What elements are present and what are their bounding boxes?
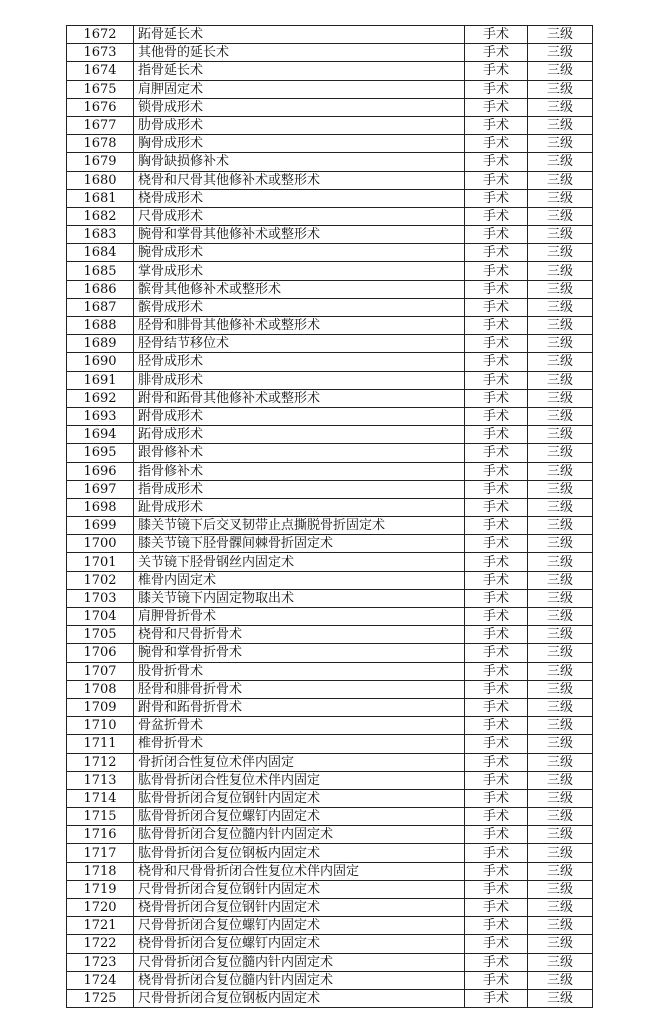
cell-grade: 三级 bbox=[528, 371, 593, 389]
cell-procedure-name: 锁骨成形术 bbox=[134, 98, 465, 116]
cell-grade: 三级 bbox=[528, 589, 593, 607]
cell-procedure-name: 胫骨和腓骨其他修补术或整形术 bbox=[134, 317, 465, 335]
table-row bbox=[67, 462, 593, 480]
table-row bbox=[67, 98, 593, 116]
cell-procedure-name: 跗骨和跖骨折骨术 bbox=[134, 698, 465, 716]
cell-number: 1696 bbox=[67, 462, 134, 480]
cell-grade: 三级 bbox=[528, 280, 593, 298]
table-row bbox=[67, 517, 593, 535]
cell-category: 手术 bbox=[465, 862, 528, 880]
cell-number: 1706 bbox=[67, 644, 134, 662]
cell-number: 1686 bbox=[67, 280, 134, 298]
cell-procedure-name: 肋骨成形术 bbox=[134, 116, 465, 134]
table-row bbox=[67, 989, 593, 1007]
cell-category: 手术 bbox=[465, 171, 528, 189]
cell-grade: 三级 bbox=[528, 462, 593, 480]
cell-grade: 三级 bbox=[528, 553, 593, 571]
table-row bbox=[67, 444, 593, 462]
table-row bbox=[67, 644, 593, 662]
cell-procedure-name: 腓骨成形术 bbox=[134, 371, 465, 389]
cell-number: 1721 bbox=[67, 917, 134, 935]
table-row bbox=[67, 407, 593, 425]
cell-category: 手术 bbox=[465, 608, 528, 626]
cell-number: 1690 bbox=[67, 353, 134, 371]
cell-number: 1703 bbox=[67, 589, 134, 607]
cell-number: 1697 bbox=[67, 480, 134, 498]
cell-number: 1716 bbox=[67, 826, 134, 844]
cell-category: 手术 bbox=[465, 844, 528, 862]
cell-number: 1698 bbox=[67, 498, 134, 516]
table-row bbox=[67, 480, 593, 498]
cell-procedure-name: 跟骨修补术 bbox=[134, 444, 465, 462]
cell-procedure-name: 肱骨骨折闭合复位钢板内固定术 bbox=[134, 844, 465, 862]
table-row bbox=[67, 498, 593, 516]
table-row bbox=[67, 826, 593, 844]
table-row bbox=[67, 753, 593, 771]
cell-category: 手术 bbox=[465, 207, 528, 225]
cell-number: 1672 bbox=[67, 26, 134, 44]
cell-category: 手术 bbox=[465, 698, 528, 716]
cell-number: 1691 bbox=[67, 371, 134, 389]
cell-procedure-name: 指骨延长术 bbox=[134, 62, 465, 80]
cell-category: 手术 bbox=[465, 989, 528, 1007]
table-row bbox=[67, 535, 593, 553]
cell-category: 手术 bbox=[465, 535, 528, 553]
cell-grade: 三级 bbox=[528, 844, 593, 862]
cell-procedure-name: 桡骨骨折闭合复位髓内针内固定术 bbox=[134, 971, 465, 989]
cell-procedure-name: 胸骨成形术 bbox=[134, 135, 465, 153]
cell-number: 1717 bbox=[67, 844, 134, 862]
table-row bbox=[67, 971, 593, 989]
cell-procedure-name: 桡骨成形术 bbox=[134, 189, 465, 207]
cell-procedure-name: 桡骨和尺骨其他修补术或整形术 bbox=[134, 171, 465, 189]
table-row bbox=[67, 189, 593, 207]
table-row bbox=[67, 44, 593, 62]
cell-grade: 三级 bbox=[528, 862, 593, 880]
cell-grade: 三级 bbox=[528, 116, 593, 134]
cell-category: 手术 bbox=[465, 644, 528, 662]
cell-category: 手术 bbox=[465, 880, 528, 898]
cell-procedure-name: 胫骨结节移位术 bbox=[134, 335, 465, 353]
cell-procedure-name: 骨折闭合性复位术伴内固定 bbox=[134, 753, 465, 771]
cell-category: 手术 bbox=[465, 808, 528, 826]
cell-category: 手术 bbox=[465, 662, 528, 680]
cell-category: 手术 bbox=[465, 389, 528, 407]
table-row bbox=[67, 735, 593, 753]
table-row bbox=[67, 880, 593, 898]
cell-grade: 三级 bbox=[528, 771, 593, 789]
cell-number: 1688 bbox=[67, 317, 134, 335]
cell-category: 手术 bbox=[465, 826, 528, 844]
table-row bbox=[67, 771, 593, 789]
cell-procedure-name: 腕骨和掌骨折骨术 bbox=[134, 644, 465, 662]
cell-grade: 三级 bbox=[528, 498, 593, 516]
cell-procedure-name: 指骨成形术 bbox=[134, 480, 465, 498]
table-row bbox=[67, 571, 593, 589]
cell-grade: 三级 bbox=[528, 626, 593, 644]
table-row bbox=[67, 153, 593, 171]
cell-number: 1680 bbox=[67, 171, 134, 189]
cell-category: 手术 bbox=[465, 353, 528, 371]
cell-grade: 三级 bbox=[528, 317, 593, 335]
cell-number: 1693 bbox=[67, 407, 134, 425]
table-row bbox=[67, 80, 593, 98]
cell-number: 1709 bbox=[67, 698, 134, 716]
cell-grade: 三级 bbox=[528, 226, 593, 244]
cell-procedure-name: 椎骨内固定术 bbox=[134, 571, 465, 589]
cell-category: 手术 bbox=[465, 480, 528, 498]
table-row bbox=[67, 608, 593, 626]
cell-grade: 三级 bbox=[528, 662, 593, 680]
cell-procedure-name: 桡骨和尺骨骨折闭合性复位术伴内固定 bbox=[134, 862, 465, 880]
cell-procedure-name: 骨盆折骨术 bbox=[134, 717, 465, 735]
cell-grade: 三级 bbox=[528, 98, 593, 116]
cell-grade: 三级 bbox=[528, 935, 593, 953]
cell-number: 1714 bbox=[67, 789, 134, 807]
cell-grade: 三级 bbox=[528, 899, 593, 917]
cell-grade: 三级 bbox=[528, 62, 593, 80]
cell-grade: 三级 bbox=[528, 644, 593, 662]
cell-procedure-name: 尺骨骨折闭合复位髓内针内固定术 bbox=[134, 953, 465, 971]
cell-category: 手术 bbox=[465, 626, 528, 644]
cell-number: 1713 bbox=[67, 771, 134, 789]
table-row bbox=[67, 698, 593, 716]
cell-category: 手术 bbox=[465, 371, 528, 389]
cell-grade: 三级 bbox=[528, 353, 593, 371]
cell-number: 1702 bbox=[67, 571, 134, 589]
cell-category: 手术 bbox=[465, 80, 528, 98]
table-row bbox=[67, 789, 593, 807]
table-row bbox=[67, 26, 593, 44]
table-row bbox=[67, 680, 593, 698]
cell-number: 1677 bbox=[67, 116, 134, 134]
table-row bbox=[67, 808, 593, 826]
table-row bbox=[67, 171, 593, 189]
cell-category: 手术 bbox=[465, 498, 528, 516]
cell-grade: 三级 bbox=[528, 717, 593, 735]
cell-grade: 三级 bbox=[528, 26, 593, 44]
cell-procedure-name: 桡骨和尺骨折骨术 bbox=[134, 626, 465, 644]
cell-procedure-name: 膝关节镜下内固定物取出术 bbox=[134, 589, 465, 607]
table-row bbox=[67, 662, 593, 680]
cell-grade: 三级 bbox=[528, 298, 593, 316]
cell-category: 手术 bbox=[465, 262, 528, 280]
cell-procedure-name: 腕骨成形术 bbox=[134, 244, 465, 262]
table-row bbox=[67, 280, 593, 298]
cell-grade: 三级 bbox=[528, 80, 593, 98]
table-row bbox=[67, 899, 593, 917]
cell-number: 1715 bbox=[67, 808, 134, 826]
table-row bbox=[67, 389, 593, 407]
cell-procedure-name: 跗骨成形术 bbox=[134, 407, 465, 425]
cell-grade: 三级 bbox=[528, 135, 593, 153]
table-row bbox=[67, 135, 593, 153]
table-row bbox=[67, 226, 593, 244]
cell-category: 手术 bbox=[465, 971, 528, 989]
cell-grade: 三级 bbox=[528, 171, 593, 189]
cell-procedure-name: 肱骨骨折闭合复位髓内针内固定术 bbox=[134, 826, 465, 844]
table-row bbox=[67, 371, 593, 389]
cell-category: 手术 bbox=[465, 244, 528, 262]
table-row bbox=[67, 335, 593, 353]
cell-procedure-name: 胫骨和腓骨折骨术 bbox=[134, 680, 465, 698]
cell-number: 1679 bbox=[67, 153, 134, 171]
cell-grade: 三级 bbox=[528, 153, 593, 171]
cell-procedure-name: 趾骨成形术 bbox=[134, 498, 465, 516]
cell-procedure-name: 桡骨骨折闭合复位钢针内固定术 bbox=[134, 899, 465, 917]
table-row bbox=[67, 262, 593, 280]
cell-procedure-name: 胸骨缺损修补术 bbox=[134, 153, 465, 171]
cell-procedure-name: 尺骨成形术 bbox=[134, 207, 465, 225]
cell-number: 1725 bbox=[67, 989, 134, 1007]
cell-number: 1723 bbox=[67, 953, 134, 971]
cell-procedure-name: 膝关节镜下胫骨髁间棘骨折固定术 bbox=[134, 535, 465, 553]
cell-category: 手术 bbox=[465, 444, 528, 462]
cell-procedure-name: 桡骨骨折闭合复位螺钉内固定术 bbox=[134, 935, 465, 953]
cell-category: 手术 bbox=[465, 280, 528, 298]
cell-grade: 三级 bbox=[528, 207, 593, 225]
cell-category: 手术 bbox=[465, 917, 528, 935]
cell-procedure-name: 跖骨成形术 bbox=[134, 426, 465, 444]
cell-grade: 三级 bbox=[528, 953, 593, 971]
table-body bbox=[67, 26, 593, 1008]
table-row bbox=[67, 244, 593, 262]
cell-grade: 三级 bbox=[528, 407, 593, 425]
table-row bbox=[67, 116, 593, 134]
cell-category: 手术 bbox=[465, 899, 528, 917]
cell-procedure-name: 关节镜下胫骨钢丝内固定术 bbox=[134, 553, 465, 571]
cell-number: 1722 bbox=[67, 935, 134, 953]
cell-grade: 三级 bbox=[528, 535, 593, 553]
cell-grade: 三级 bbox=[528, 444, 593, 462]
cell-procedure-name: 肩胛骨折骨术 bbox=[134, 608, 465, 626]
cell-number: 1687 bbox=[67, 298, 134, 316]
cell-category: 手术 bbox=[465, 717, 528, 735]
cell-procedure-name: 肱骨骨折闭合性复位术伴内固定 bbox=[134, 771, 465, 789]
cell-grade: 三级 bbox=[528, 571, 593, 589]
cell-procedure-name: 尺骨骨折闭合复位钢板内固定术 bbox=[134, 989, 465, 1007]
cell-number: 1710 bbox=[67, 717, 134, 735]
cell-category: 手术 bbox=[465, 735, 528, 753]
table-row bbox=[67, 935, 593, 953]
cell-grade: 三级 bbox=[528, 517, 593, 535]
cell-category: 手术 bbox=[465, 426, 528, 444]
cell-number: 1724 bbox=[67, 971, 134, 989]
cell-category: 手术 bbox=[465, 462, 528, 480]
cell-number: 1681 bbox=[67, 189, 134, 207]
procedure-table bbox=[66, 25, 593, 1008]
cell-number: 1675 bbox=[67, 80, 134, 98]
cell-procedure-name: 髌骨成形术 bbox=[134, 298, 465, 316]
cell-number: 1674 bbox=[67, 62, 134, 80]
cell-procedure-name: 跖骨延长术 bbox=[134, 26, 465, 44]
cell-number: 1711 bbox=[67, 735, 134, 753]
cell-procedure-name: 尺骨骨折闭合复位螺钉内固定术 bbox=[134, 917, 465, 935]
cell-category: 手术 bbox=[465, 135, 528, 153]
cell-category: 手术 bbox=[465, 771, 528, 789]
cell-number: 1720 bbox=[67, 899, 134, 917]
cell-number: 1692 bbox=[67, 389, 134, 407]
cell-category: 手术 bbox=[465, 407, 528, 425]
cell-procedure-name: 腕骨和掌骨其他修补术或整形术 bbox=[134, 226, 465, 244]
cell-grade: 三级 bbox=[528, 244, 593, 262]
cell-grade: 三级 bbox=[528, 971, 593, 989]
cell-number: 1694 bbox=[67, 426, 134, 444]
cell-number: 1700 bbox=[67, 535, 134, 553]
cell-category: 手术 bbox=[465, 116, 528, 134]
cell-grade: 三级 bbox=[528, 335, 593, 353]
table-row bbox=[67, 317, 593, 335]
cell-procedure-name: 椎骨折骨术 bbox=[134, 735, 465, 753]
cell-procedure-name: 尺骨骨折闭合复位钢针内固定术 bbox=[134, 880, 465, 898]
table-row bbox=[67, 553, 593, 571]
cell-grade: 三级 bbox=[528, 826, 593, 844]
cell-grade: 三级 bbox=[528, 44, 593, 62]
table-row bbox=[67, 353, 593, 371]
cell-procedure-name: 髌骨其他修补术或整形术 bbox=[134, 280, 465, 298]
cell-grade: 三级 bbox=[528, 753, 593, 771]
cell-category: 手术 bbox=[465, 789, 528, 807]
cell-grade: 三级 bbox=[528, 989, 593, 1007]
cell-grade: 三级 bbox=[528, 389, 593, 407]
cell-category: 手术 bbox=[465, 680, 528, 698]
cell-number: 1673 bbox=[67, 44, 134, 62]
cell-grade: 三级 bbox=[528, 262, 593, 280]
cell-category: 手术 bbox=[465, 26, 528, 44]
cell-procedure-name: 股骨折骨术 bbox=[134, 662, 465, 680]
cell-grade: 三级 bbox=[528, 189, 593, 207]
table-row bbox=[67, 717, 593, 735]
cell-grade: 三级 bbox=[528, 808, 593, 826]
cell-number: 1682 bbox=[67, 207, 134, 225]
cell-category: 手术 bbox=[465, 589, 528, 607]
cell-procedure-name: 其他骨的延长术 bbox=[134, 44, 465, 62]
cell-category: 手术 bbox=[465, 953, 528, 971]
cell-number: 1704 bbox=[67, 608, 134, 626]
cell-procedure-name: 肱骨骨折闭合复位螺钉内固定术 bbox=[134, 808, 465, 826]
cell-category: 手术 bbox=[465, 571, 528, 589]
table-row bbox=[67, 862, 593, 880]
cell-number: 1695 bbox=[67, 444, 134, 462]
cell-category: 手术 bbox=[465, 335, 528, 353]
cell-number: 1684 bbox=[67, 244, 134, 262]
cell-category: 手术 bbox=[465, 753, 528, 771]
cell-number: 1712 bbox=[67, 753, 134, 771]
table-row bbox=[67, 844, 593, 862]
table-row bbox=[67, 917, 593, 935]
table-row bbox=[67, 626, 593, 644]
cell-grade: 三级 bbox=[528, 680, 593, 698]
cell-category: 手术 bbox=[465, 298, 528, 316]
cell-category: 手术 bbox=[465, 98, 528, 116]
cell-procedure-name: 肩胛固定术 bbox=[134, 80, 465, 98]
cell-grade: 三级 bbox=[528, 608, 593, 626]
cell-category: 手术 bbox=[465, 317, 528, 335]
cell-category: 手术 bbox=[465, 189, 528, 207]
cell-number: 1701 bbox=[67, 553, 134, 571]
table-row bbox=[67, 426, 593, 444]
cell-grade: 三级 bbox=[528, 880, 593, 898]
cell-category: 手术 bbox=[465, 226, 528, 244]
cell-procedure-name: 膝关节镜下后交叉韧带止点撕脱骨折固定术 bbox=[134, 517, 465, 535]
cell-number: 1718 bbox=[67, 862, 134, 880]
cell-grade: 三级 bbox=[528, 789, 593, 807]
cell-procedure-name: 指骨修补术 bbox=[134, 462, 465, 480]
cell-grade: 三级 bbox=[528, 698, 593, 716]
cell-grade: 三级 bbox=[528, 735, 593, 753]
cell-number: 1683 bbox=[67, 226, 134, 244]
cell-category: 手术 bbox=[465, 553, 528, 571]
cell-number: 1678 bbox=[67, 135, 134, 153]
cell-number: 1685 bbox=[67, 262, 134, 280]
cell-grade: 三级 bbox=[528, 426, 593, 444]
cell-procedure-name: 掌骨成形术 bbox=[134, 262, 465, 280]
cell-procedure-name: 跗骨和跖骨其他修补术或整形术 bbox=[134, 389, 465, 407]
cell-number: 1719 bbox=[67, 880, 134, 898]
cell-category: 手术 bbox=[465, 44, 528, 62]
cell-number: 1705 bbox=[67, 626, 134, 644]
table-row bbox=[67, 953, 593, 971]
cell-category: 手术 bbox=[465, 517, 528, 535]
cell-category: 手术 bbox=[465, 935, 528, 953]
cell-number: 1707 bbox=[67, 662, 134, 680]
table-row bbox=[67, 207, 593, 225]
cell-category: 手术 bbox=[465, 153, 528, 171]
cell-number: 1699 bbox=[67, 517, 134, 535]
table-row bbox=[67, 298, 593, 316]
cell-procedure-name: 肱骨骨折闭合复位钢针内固定术 bbox=[134, 789, 465, 807]
cell-procedure-name: 胫骨成形术 bbox=[134, 353, 465, 371]
cell-grade: 三级 bbox=[528, 917, 593, 935]
cell-number: 1708 bbox=[67, 680, 134, 698]
table-row bbox=[67, 589, 593, 607]
table-row bbox=[67, 62, 593, 80]
cell-number: 1676 bbox=[67, 98, 134, 116]
cell-category: 手术 bbox=[465, 62, 528, 80]
cell-grade: 三级 bbox=[528, 480, 593, 498]
cell-number: 1689 bbox=[67, 335, 134, 353]
